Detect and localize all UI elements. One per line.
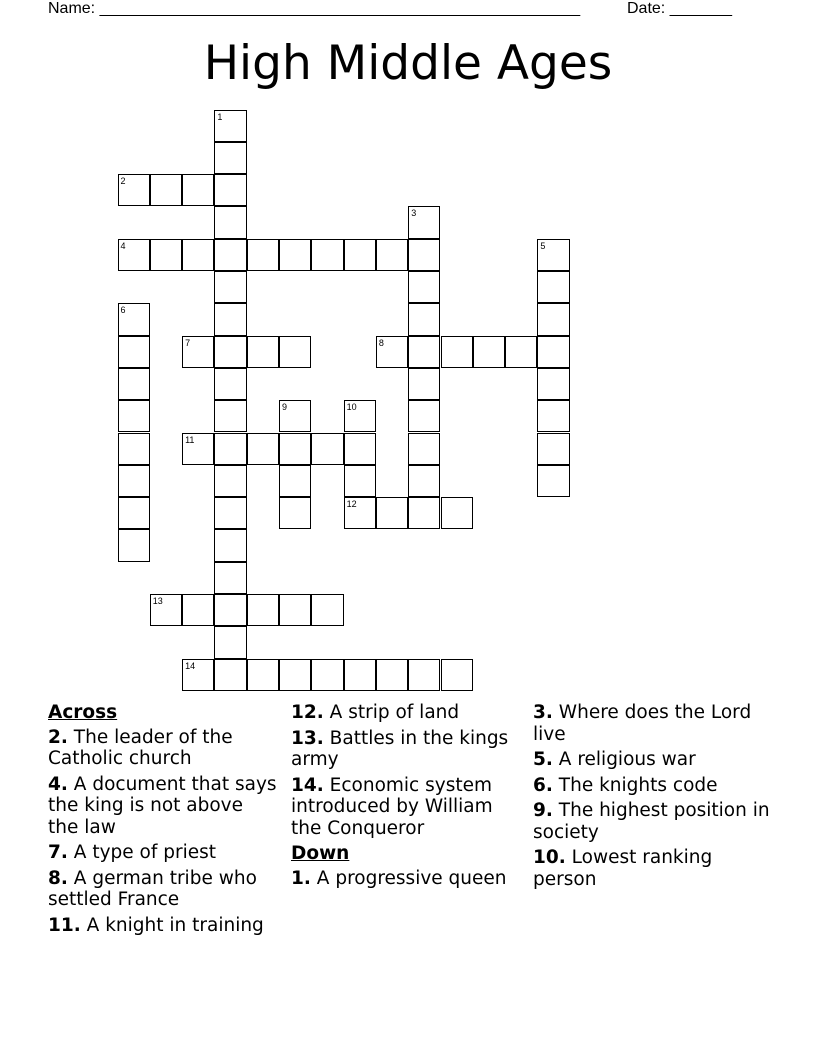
clue-text: A knight in training [86, 914, 264, 936]
clue-down-3 [533, 702, 773, 745]
clue-number: 12. [291, 702, 324, 723]
grid-cell[interactable] [537, 368, 569, 400]
grid-cell[interactable] [376, 336, 408, 368]
cell-number: 14 [185, 660, 196, 671]
grid-cell[interactable] [408, 465, 440, 497]
cell-number: 9 [282, 402, 288, 413]
grid-cell[interactable] [182, 174, 214, 206]
clue-text: Battles in the kings army [291, 727, 509, 770]
grid-cell[interactable] [118, 174, 150, 206]
grid-cell[interactable] [537, 336, 569, 368]
grid-cell[interactable] [118, 529, 150, 561]
grid-cell[interactable] [279, 433, 311, 465]
grid-cell[interactable] [182, 336, 214, 368]
clue-down-10 [533, 847, 773, 890]
grid-cell[interactable] [247, 433, 279, 465]
clue-text: The leader of the Catholic church [48, 726, 233, 769]
cell-number: 3 [411, 208, 417, 219]
grid-cell[interactable] [537, 239, 569, 271]
grid-cell[interactable] [505, 336, 537, 368]
clue-column-3 [533, 702, 773, 894]
grid-cell[interactable] [150, 174, 182, 206]
grid-cell[interactable] [214, 465, 246, 497]
clue-text: A strip of land [329, 702, 460, 723]
grid-cell[interactable] [182, 239, 214, 271]
grid-cell[interactable] [214, 110, 246, 142]
cell-number: 4 [120, 240, 126, 251]
clue-across-12 [291, 702, 521, 724]
clue-text: A german tribe who settled France [48, 867, 257, 910]
grid-cell[interactable] [247, 336, 279, 368]
grid-cell[interactable] [118, 239, 150, 271]
cell-number: 2 [120, 176, 126, 187]
clue-number: 4. [48, 773, 68, 795]
grid-cell[interactable] [279, 497, 311, 529]
grid-cell[interactable] [214, 594, 246, 626]
grid-cell[interactable] [214, 529, 246, 561]
down-heading: Down [291, 843, 350, 864]
grid-cell[interactable] [537, 465, 569, 497]
grid-cell[interactable] [247, 659, 279, 691]
clue-down-9 [533, 800, 773, 843]
grid-cell[interactable] [150, 594, 182, 626]
cell-number: 8 [378, 337, 384, 348]
grid-cell[interactable] [182, 659, 214, 691]
grid-cell[interactable] [214, 303, 246, 335]
grid-cell[interactable] [214, 206, 246, 238]
grid-cell[interactable] [279, 336, 311, 368]
clue-number: 3. [533, 702, 553, 723]
grid-cell[interactable] [408, 271, 440, 303]
grid-cell[interactable] [214, 562, 246, 594]
cell-number: 7 [185, 337, 191, 348]
grid-cell[interactable] [214, 400, 246, 432]
cell-number: 12 [346, 499, 357, 510]
grid-cell[interactable] [214, 336, 246, 368]
clue-number: 5. [533, 749, 553, 770]
cell-number: 1 [217, 111, 223, 122]
clue-across-14 [291, 775, 521, 840]
grid-cell[interactable] [214, 433, 246, 465]
grid-cell[interactable] [279, 400, 311, 432]
clue-across-2 [48, 727, 278, 770]
grid-cell[interactable] [118, 303, 150, 335]
clue-text: The highest position in society [533, 800, 770, 843]
clue-text: Where does the Lord live [533, 702, 752, 745]
grid-cell[interactable] [441, 336, 473, 368]
clue-number: 8. [48, 867, 68, 889]
clue-text: The knights code [558, 774, 718, 796]
grid-cell[interactable] [408, 433, 440, 465]
grid-cell[interactable] [118, 368, 150, 400]
puzzle-title: High Middle Ages [203, 36, 613, 91]
grid-cell[interactable] [214, 271, 246, 303]
clue-number: 7. [48, 842, 68, 863]
clue-across-11 [48, 915, 278, 937]
cell-number: 10 [346, 402, 357, 413]
grid-cell[interactable] [311, 659, 343, 691]
grid-cell[interactable] [182, 433, 214, 465]
grid-cell[interactable] [311, 594, 343, 626]
grid-cell[interactable] [408, 303, 440, 335]
clue-number: 9. [533, 800, 553, 821]
grid-cell[interactable] [408, 497, 440, 529]
grid-cell[interactable] [118, 400, 150, 432]
grid-cell[interactable] [118, 433, 150, 465]
grid-cell[interactable] [118, 336, 150, 368]
clue-text: A religious war [558, 749, 696, 770]
grid-cell[interactable] [279, 594, 311, 626]
clue-down-6 [533, 775, 773, 797]
grid-cell[interactable] [408, 239, 440, 271]
grid-cell[interactable] [537, 303, 569, 335]
grid-cell[interactable] [344, 465, 376, 497]
grid-cell[interactable] [344, 400, 376, 432]
clue-number: 10. [533, 847, 566, 868]
grid-cell[interactable] [311, 239, 343, 271]
clue-across-4 [48, 774, 278, 839]
grid-cell[interactable] [408, 400, 440, 432]
grid-cell[interactable] [376, 659, 408, 691]
clue-text: Lowest ranking person [533, 847, 713, 890]
date-field-label[interactable]: Date: _______ [627, 0, 732, 17]
clue-column-1 [48, 702, 278, 940]
grid-cell[interactable] [441, 497, 473, 529]
grid-cell[interactable] [182, 594, 214, 626]
grid-cell[interactable] [408, 206, 440, 238]
grid-cell[interactable] [118, 497, 150, 529]
cell-number: 13 [152, 596, 163, 606]
grid-cell[interactable] [537, 400, 569, 432]
grid-cell[interactable] [408, 659, 440, 691]
clue-down-5 [533, 749, 773, 771]
grid-cell[interactable] [279, 465, 311, 497]
grid-cell[interactable] [279, 239, 311, 271]
grid-cell[interactable] [537, 271, 569, 303]
across-heading: Across [48, 702, 118, 723]
clue-number: 2. [48, 726, 68, 748]
grid-cell[interactable] [344, 659, 376, 691]
clue-across-8 [48, 868, 278, 911]
grid-cell[interactable] [247, 594, 279, 626]
clue-text: A document that says the king is not above the law [48, 773, 277, 838]
grid-cell[interactable] [537, 433, 569, 465]
clue-number: 14. [291, 774, 324, 796]
grid-cell[interactable] [376, 497, 408, 529]
clue-number: 1. [291, 867, 311, 889]
clue-text: Economic system introduced by William the Conqueror [291, 774, 493, 839]
cell-number: 6 [120, 305, 126, 316]
grid-cell[interactable] [311, 433, 343, 465]
grid-cell[interactable] [344, 497, 376, 529]
grid-cell[interactable] [408, 368, 440, 400]
grid-cell[interactable] [247, 239, 279, 271]
grid-cell[interactable] [150, 239, 182, 271]
grid-cell[interactable] [214, 174, 246, 206]
clue-across-7 [48, 842, 278, 864]
grid-cell[interactable] [214, 659, 246, 691]
grid-cell[interactable] [408, 336, 440, 368]
grid-cell[interactable] [214, 239, 246, 271]
clue-text: A progressive queen [316, 867, 507, 889]
clue-number: 6. [533, 774, 553, 796]
clue-number: 13. [291, 727, 324, 749]
name-field-label[interactable]: Name: ______________________________________________________ [48, 0, 581, 17]
grid-cell[interactable] [376, 239, 408, 271]
grid-cell[interactable] [344, 433, 376, 465]
clue-number: 11. [48, 914, 81, 936]
grid-cell[interactable] [441, 659, 473, 691]
cell-number: 5 [540, 240, 546, 251]
grid-cell[interactable] [118, 465, 150, 497]
grid-cell[interactable] [214, 626, 246, 658]
grid-cell[interactable] [279, 659, 311, 691]
clue-column-2 [291, 702, 521, 893]
grid-cell[interactable] [344, 239, 376, 271]
clue-across-13 [291, 728, 521, 771]
grid-cell[interactable] [214, 497, 246, 529]
cell-number: 11 [185, 434, 195, 445]
grid-cell[interactable] [214, 142, 246, 174]
clue-down-1 [291, 868, 521, 890]
grid-cell[interactable] [214, 368, 246, 400]
clue-text: A type of priest [73, 842, 217, 863]
grid-cell[interactable] [473, 336, 505, 368]
